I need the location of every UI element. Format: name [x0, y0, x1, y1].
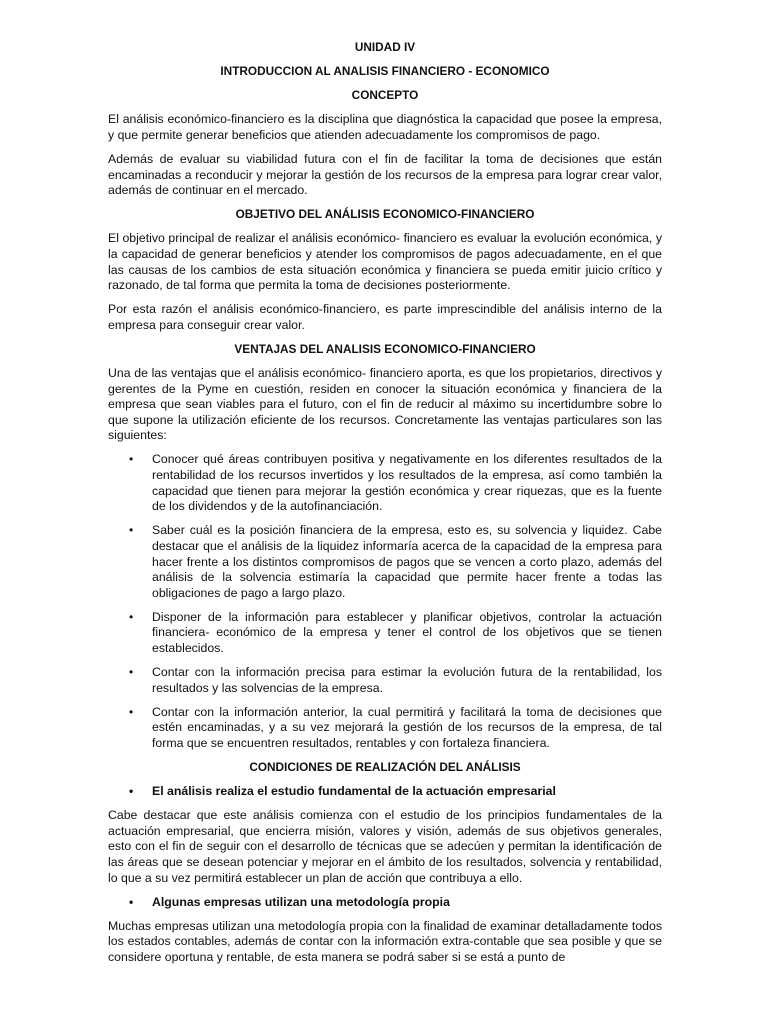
- list-item: [129, 452, 662, 514]
- list-item: [129, 704, 662, 752]
- subheading-text: Algunas empresas utilizan una metodología propia: [152, 894, 450, 909]
- bullet-icon: •: [129, 452, 134, 467]
- subheading-text: El análisis realiza el estudio fundamental de la actuación empresarial: [152, 784, 556, 799]
- concept-paragraph-2: Además de evaluar su viabilidad futura con el fin de facilitar la toma de decisiones que están encaminadas a reconducir y mejorar la gestión de los recursos de la empresa para lograr crear valor, además de continuar en el mercado.: [108, 151, 662, 198]
- list-item-text: Contar con la información precisa para estimar la evolución futura de la rentabilidad, los resultados y las solvencias de la empresa.: [152, 665, 662, 695]
- bullet-icon: •: [129, 665, 134, 680]
- conditions-paragraph-2: Muchas empresas utilizan una metodología propia con la finalidad de examinar detalladamente todos los estados contables, además de contar con la información extra-contable que sea posible y que se considere oportuna y rentable, de esta manera se podrá saber si se está a punto de: [108, 918, 662, 964]
- list-item-text: Saber cuál es la posición financiera de la empresa, esto es, su solvencia y liquidez. Cabe destacar que el análisis de la liquidez informaría acerca de la capacidad de la empresa para hacer frente a los distintos compromisos de pagos que se vencen a corto plazo, además del análisis de la solvencia estimaría la capacidad que permite hacer frente a todas las obligaciones de pago a largo plazo.: [152, 523, 662, 600]
- bullet-icon: •: [129, 523, 134, 538]
- bullet-icon: •: [129, 894, 134, 909]
- advantages-list: [108, 452, 662, 751]
- list-item: [129, 523, 662, 601]
- objective-heading: OBJETIVO DEL ANÁLISIS ECONOMICO-FINANCIERO: [235, 207, 535, 222]
- concept-heading: CONCEPTO: [351, 88, 419, 103]
- concept-paragraph-1: El análisis económico-financiero es la disciplina que diagnóstica la capacidad que posee la empresa, y que permite generar beneficios que atienden adecuadamente los compromisos de pago.: [108, 112, 662, 142]
- bullet-icon: •: [129, 609, 134, 624]
- conditions-subheading-1: [108, 784, 662, 800]
- advantages-intro: Una de las ventajas que el análisis económico- financiero aporta, es que los propietarios, directivos y gerentes de la Pyme en cuestión, residen en conocer la situación económica y financiera de la empresa que sean viables para el futuro, con el fin de reducir al máximo su incertidumbre sobre lo que supone la utilización eficiente de los recursos. Concretamente las ventajas particulares son las siguientes:: [108, 366, 662, 443]
- bullet-icon: •: [129, 784, 134, 799]
- list-item: [129, 609, 662, 657]
- conditions-paragraph-1: Cabe destacar que este análisis comienza con el estudio de los principios fundamentales de la actuación empresarial, que encierra misión, valores y visión, además de sus objetivos generales, esto con el fin de seguir con el desarrollo de técnicas que se adecúen y permitan la identificación de las áreas que se desean potenciar y mejorar en el ámbito de los resultados, solvencia y rentabilidad, lo que a su vez permitirá establecer un plan de acción que contribuya a ello.: [108, 808, 662, 885]
- objective-paragraph-2: Por esta razón el análisis económico-financiero, es parte imprescindible del análisis interno de la empresa para conseguir crear valor.: [108, 302, 662, 332]
- document-title: INTRODUCCION AL ANALISIS FINANCIERO - ECONOMICO: [220, 64, 550, 79]
- advantages-heading: VENTAJAS DEL ANALISIS ECONOMICO-FINANCIERO: [234, 341, 536, 356]
- objective-paragraph-1: El objetivo principal de realizar el análisis económico- financiero es evaluar la evolución económica, y la capacidad de generar beneficios y atender los compromisos de pagos adecuadamente, en el que las causas de los cambios de esta situación económica y financiera se pueda emitir juicio crítico y razonado, de tal forma que permita la toma de decisiones posteriormente.: [108, 231, 662, 293]
- list-item: [129, 665, 662, 696]
- conditions-heading: CONDICIONES DE REALIZACIÓN DEL ANÁLISIS: [249, 760, 521, 775]
- list-item-text: Conocer qué áreas contribuyen positiva y negativamente en los diferentes resultados de la rentabilidad de los recursos invertidos y los resultados de la empresa, así como también la capacidad que tienen para mejorar la gestión económica y crear riquezas, que es la fuente de los dividendos y de la autofinanciación.: [152, 452, 662, 514]
- unit-title: UNIDAD IV: [354, 40, 416, 54]
- list-item-text: Contar con la información anterior, la cual permitirá y facilitará la toma de decisiones que estén encaminadas, y a su vez mejorará la gestión de los recursos de la empresa, de tal forma que se encuentren resultados, rentables y con fortaleza financiera.: [152, 704, 662, 750]
- conditions-subheading-2: [108, 895, 662, 911]
- bullet-icon: •: [129, 704, 134, 719]
- list-item-text: Disponer de la información para establecer y planificar objetivos, controlar la actuación financiera- económico de la empresa y tener el control de los objetivos que se tienen establecidos.: [152, 609, 662, 655]
